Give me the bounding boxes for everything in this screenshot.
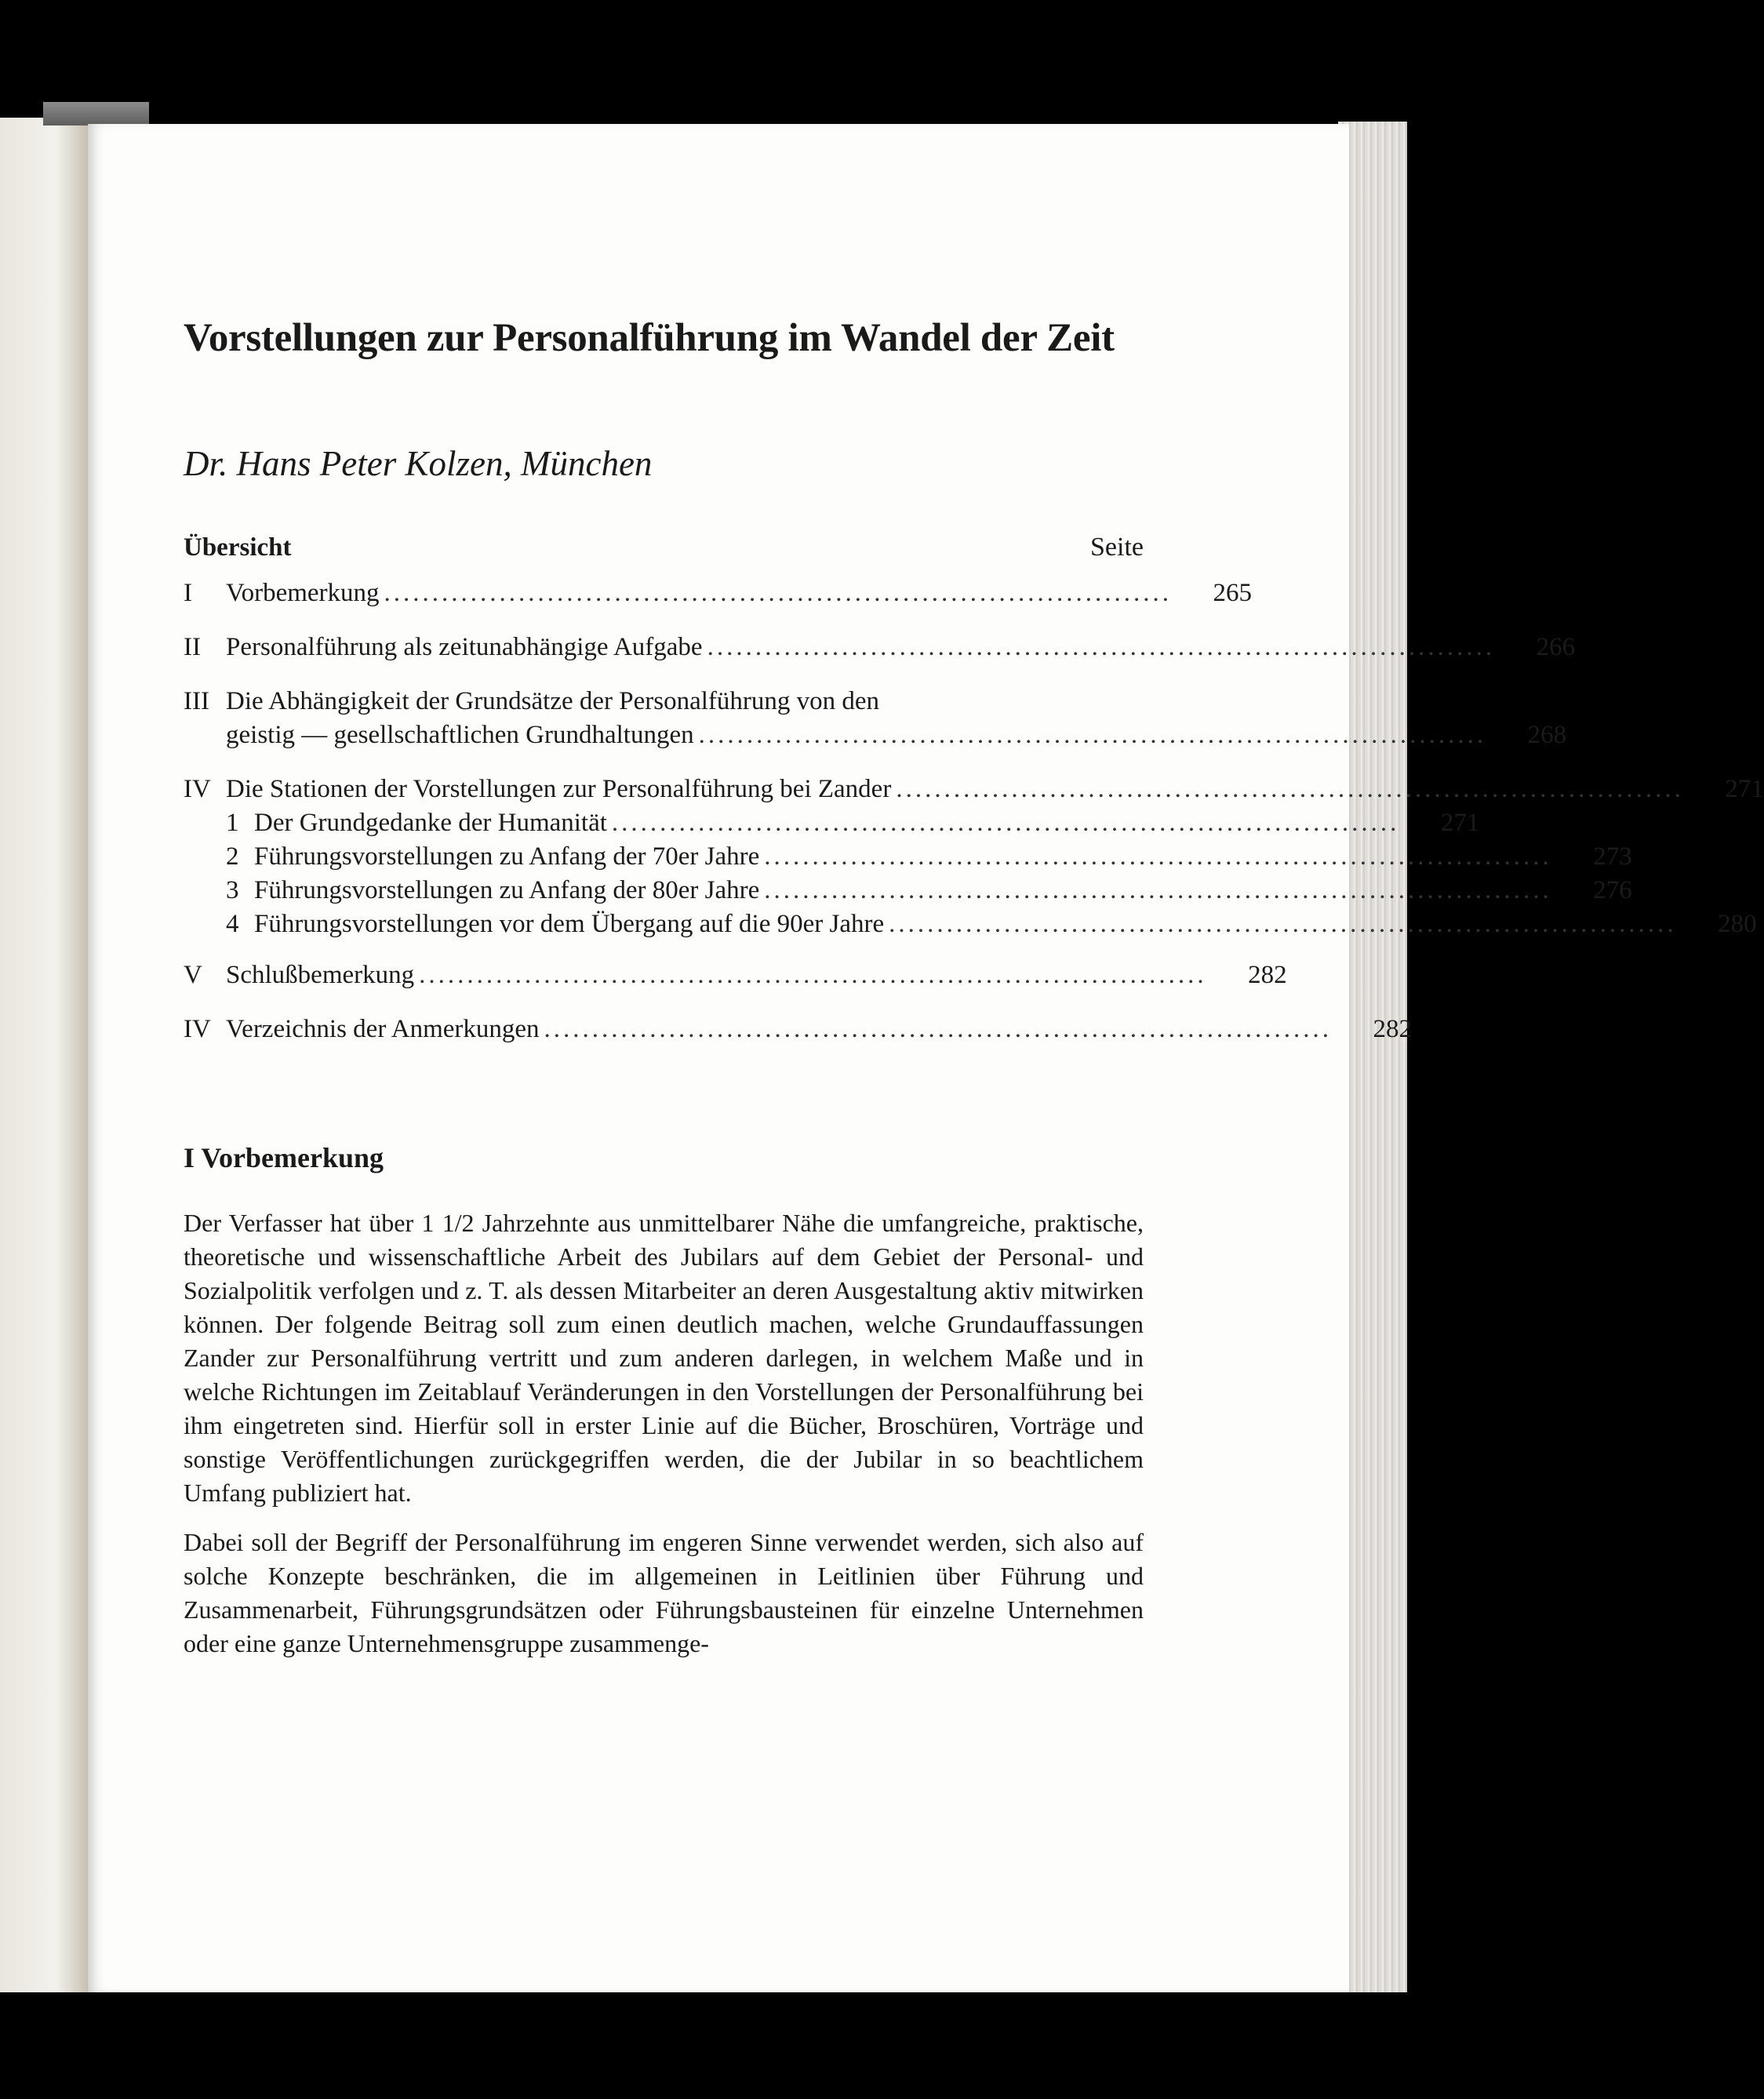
body-paragraph: Der Verfasser hat über 1 1/2 Jahrzehnte aus unmittelbarer Nähe die umfangreiche, praktische, theoretische und wissenschaftliche Arbeit des Jubilars auf dem Gebiet der Personal- und Sozialpolitik verfolgen und z. T. als dessen Mitarbeiter an deren Ausgestaltung aktiv mitwirken können. Der folgende Beitrag soll zum einen deutlich machen, welche Grundauffassungen Zander zur Personalführung vertritt und zum anderen darlegen, in welchem Maße und in welche Richtungen im Zeitablauf Veränderungen in den Vorstellungen der Personalführung bei ihm eingetreten sind. Hierfür soll in erster Linie auf die Bücher, Broschüren, Vorträge und sonstige Veröffentlichungen zurückgegriffen werden, die der Jubilar in so beachtlichem Umfang publiziert hat. <box>184 1209 1144 1507</box>
toc-entry-text: Führungsvorstellungen zu Anfang der 80er Jahre <box>254 876 760 904</box>
toc-entry-text: Vorbemerkung <box>226 579 380 607</box>
book-spine-strip <box>43 102 149 126</box>
toc-entry-text: Der Grundgedanke der Humanität <box>254 809 607 837</box>
toc-subentry-number: 2 <box>226 842 239 871</box>
toc-entry: IV Verzeichnis der Anmerkungen .................................................................................. 282 <box>184 1013 1144 1046</box>
toc-entry-number: IV <box>184 1015 211 1043</box>
toc-entry: IV Die Stationen der Vorstellungen zur Personalführung bei Zander .................................................................................. 271 <box>184 773 1144 806</box>
toc-entry-text: Verzeichnis der Anmerkungen <box>226 1015 540 1043</box>
toc-entry-continuation: geistig — gesellschaftlichen Grundhaltungen .................................................................................. 268 <box>184 718 1144 752</box>
toc-entry-number: V <box>184 961 202 989</box>
toc-subentry: 4 Führungsvorstellungen vor dem Übergang auf die 90er Jahre .................................................................................. 280 <box>184 908 1144 941</box>
page-content <box>184 310 1764 1661</box>
toc-entry-text-line1: Die Abhängigkeit der Grundsätze der Personalführung von den <box>226 687 880 715</box>
toc-entry: II Personalführung als zeitunabhängige Aufgabe .................................................................................. 266 <box>184 631 1144 664</box>
toc-entry-page: 276 <box>1593 876 1632 904</box>
section-heading: I Vorbemerkung <box>184 1142 384 1173</box>
toc-entry-text: geistig — gesellschaftlichen Grundhaltungen <box>226 721 694 749</box>
toc-header <box>184 533 1144 562</box>
toc-entry: I Vorbemerkung .................................................................................. 265 <box>184 577 1144 610</box>
toc-subentry-number: 1 <box>226 809 239 837</box>
toc-entry-page: 280 <box>1718 910 1757 938</box>
book-left-edge <box>0 118 102 1992</box>
toc-entry-text: Schlußbemerkung <box>226 961 415 989</box>
toc-entry-page: 273 <box>1593 842 1632 871</box>
toc-subentry: 3 Führungsvorstellungen zu Anfang der 80er Jahre .................................................................................. 276 <box>184 874 1144 908</box>
document-title: Vorstellungen zur Personalführung im Wandel der Zeit <box>184 316 1115 360</box>
toc-subentry-number: 4 <box>226 910 239 938</box>
toc-page-label: Seite <box>1090 533 1144 562</box>
toc-entry-page: 282 <box>1373 1015 1413 1043</box>
toc-entry-page: 271 <box>1725 775 1764 803</box>
toc-entry: V Schlußbemerkung .................................................................................. 282 <box>184 959 1144 992</box>
toc-subentry: 2 Führungsvorstellungen zu Anfang der 70er Jahre .................................................................................. 273 <box>184 840 1144 874</box>
toc-entry-number: II <box>184 633 201 661</box>
toc-entry <box>184 685 1144 718</box>
toc-entry-number: III <box>184 687 209 715</box>
toc-entry-text: Personalführung als zeitunabhängige Aufgabe <box>226 633 703 661</box>
toc-entry-text: Führungsvorstellungen vor dem Übergang auf die 90er Jahre <box>254 910 885 938</box>
toc-entry-page: 271 <box>1440 809 1480 837</box>
author-line: Dr. Hans Peter Kolzen, München <box>184 444 653 483</box>
toc-entry-text: Die Stationen der Vorstellungen zur Personalführung bei Zander <box>226 775 892 803</box>
toc-heading: Übersicht <box>184 533 292 562</box>
toc-subentry: 1 Der Grundgedanke der Humanität .................................................................................. 271 <box>184 806 1144 840</box>
toc-entry-page: 265 <box>1213 579 1253 607</box>
toc-entry-number: IV <box>184 775 211 803</box>
toc-entry-number: I <box>184 579 192 607</box>
table-of-contents <box>184 577 1764 1046</box>
toc-entry-text: Führungsvorstellungen zu Anfang der 70er Jahre <box>254 842 760 871</box>
toc-entry-page: 268 <box>1527 721 1567 749</box>
toc-subentry-number: 3 <box>226 876 239 904</box>
toc-entry-page: 266 <box>1536 633 1576 661</box>
toc-entry-page: 282 <box>1248 961 1287 989</box>
body-paragraph: Dabei soll der Begriff der Personalführung im engeren Sinne verwendet werden, sich also auf solche Konzepte beschränken, die im allgemeinen in Leitlinien über Führung und Zusammenarbeit, Führungsgrundsätzen oder Führungsbausteinen für einzelne Unternehmen oder eine ganze Unternehmensgruppe zusammenge- <box>184 1528 1144 1657</box>
